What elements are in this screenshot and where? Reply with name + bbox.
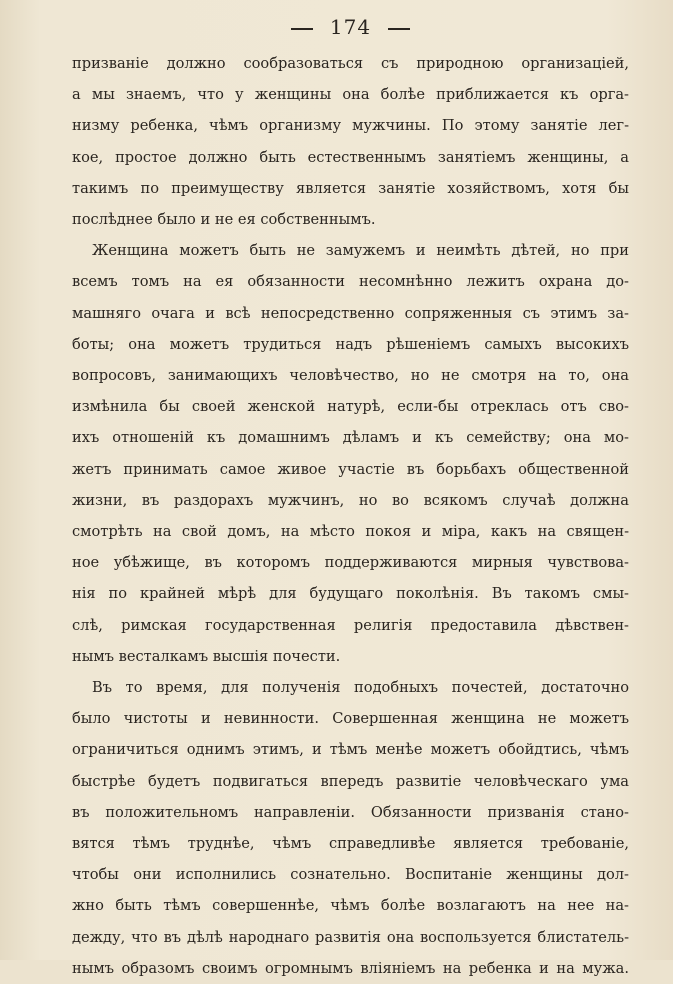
text-line: слѣ, римская государственная религія предоставила дѣвствен- [72,616,629,634]
text-line: вопросовъ, занимающихъ человѣчество, но не смотря на то, она [72,367,629,385]
text-line: такимъ по преимуществу является занятіе хозяйствомъ, хотя бы [72,179,629,197]
text-line: Въ то время, для полученія подобныхъ почестей, достаточно [92,679,629,697]
page-header [72,12,629,48]
text-line: боты; она можетъ трудиться надъ рѣшеніемъ самыхъ высокихъ [72,335,629,353]
text-line: измѣнила бы своей женской натурѣ, если-бы отреклась отъ сво- [72,398,629,416]
text-line: нымъ образомъ своимъ огромнымъ вліяніемъ на ребенка и на мужа. [72,959,629,977]
text-line: жизни, въ раздорахъ мужчинъ, но во всякомъ случаѣ должна [72,491,629,509]
text-line: а мы знаемъ, что у женщины она болѣе приближается къ орга- [72,86,629,104]
text-line: жетъ принимать самое живое участіе въ борьбахъ общественной [72,460,629,478]
text-line: Женщина можетъ быть не замужемъ и неимѣть дѣтей, но при [92,242,629,260]
text-line: послѣднее было и не ея собственнымъ. [72,211,376,229]
header-dash-left [291,28,313,30]
body-text [72,48,629,984]
text-line: призваніе должно сообразоваться съ природною организаціей, [72,55,629,72]
text-line: машняго очага и всѣ непосредственно сопряженныя съ этимъ за- [72,304,629,322]
text-line: ихъ отношеній къ домашнимъ дѣламъ и къ семейству; она мо- [72,429,629,447]
text-line: въ положительномъ направленіи. Обязанности призванія стано- [72,803,629,821]
text-line: ное убѣжище, въ которомъ поддерживаются мирныя чувствова- [72,554,629,572]
page-number: 174 [329,15,372,39]
text-line: было чистоты и невинности. Совершенная женщина не можетъ [72,710,629,728]
text-line: ограничиться однимъ этимъ, и тѣмъ менѣе можетъ обойдтись, чѣмъ [72,741,629,759]
text-line: вятся тѣмъ труднѣе, чѣмъ справедливѣе является требованіе, [72,835,629,853]
text-line: нія по крайней мѣрѣ для будущаго поколѣнія. Въ такомъ смы- [72,585,629,603]
text-line: жно быть тѣмъ совершеннѣе, чѣмъ болѣе возлагаютъ на нее на- [72,897,629,915]
text-line: быстрѣе будетъ подвигаться впередъ развитіе человѣческаго ума [72,772,629,790]
text-line: смотрѣть на свой домъ, на мѣсто покоя и міра, какъ на священ- [72,523,629,541]
text-line: всемъ томъ на ея обязанности несомнѣнно лежитъ охрана до- [72,273,629,291]
text-line: нымъ весталкамъ высшія почести. [72,647,341,665]
text-line: чтобы они исполнились сознательно. Воспитаніе женщины дол- [72,866,629,884]
text-line: низму ребенка, чѣмъ организму мужчины. По этому занятіе лег- [72,117,629,135]
header-dash-right [388,28,410,30]
text-line: кое, простое должно быть естественнымъ занятіемъ женщины, а [72,148,629,166]
text-line: дежду, что въ дѣлѣ народнаго развитія она воспользуется блистатель- [72,928,629,946]
